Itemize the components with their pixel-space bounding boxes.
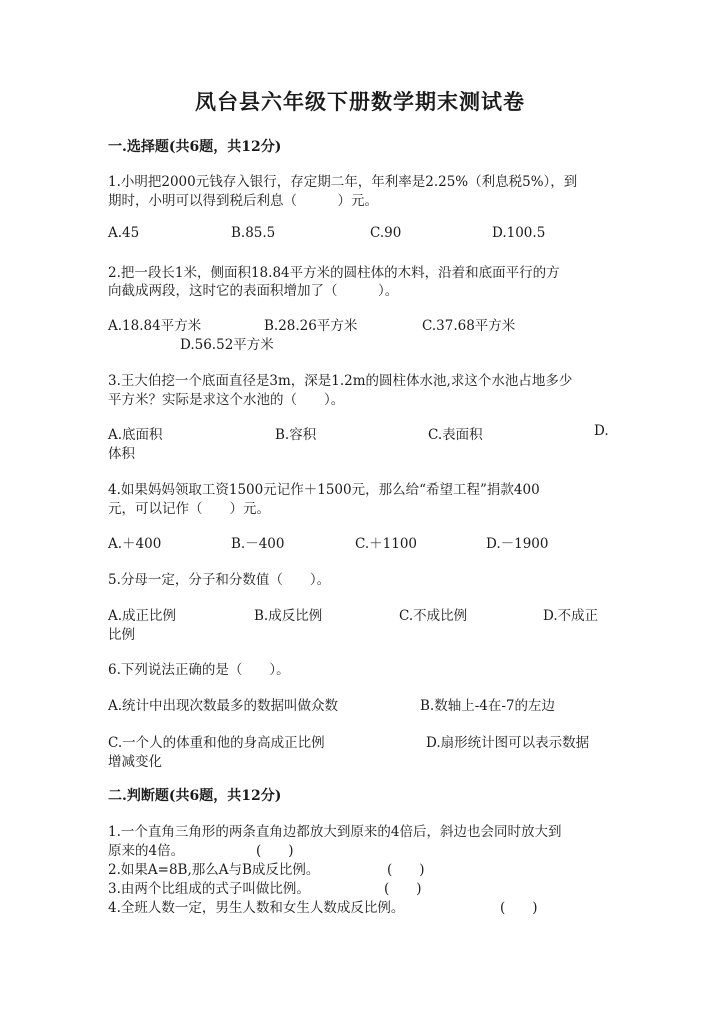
q4-option-c: C.＋1100 [355,536,417,552]
q6-option-d: D.扇形统计图可以表示数据 [426,735,590,751]
q1-option-b: B.85.5 [231,225,276,241]
section-heading-choice: 一.选择题(共6题，共12分) [108,139,282,155]
q6-option-d-continued: 增减变化 [108,754,162,770]
q2-option-b: B.28.26平方米 [264,318,358,334]
section-heading-judgment: 二.判断题(共6题，共12分) [108,788,282,804]
q5-option-b: B.成反比例 [254,608,323,624]
page-title: 凤台县六年级下册数学期末测试卷 [195,89,525,114]
q5-text-line1: 5.分母一定，分子和分数值（ ）。 [108,572,331,588]
q1-text-line2: 期时，小明可以得到税后利息（ ）元。 [108,193,378,209]
q3-text-line1: 3.王大伯挖一个底面直径是3m，深是1.2m的圆柱体水池,求这个水池占地多少 [108,373,573,389]
judge-q1-line1: 1.一个直角三角形的两条直角边都放大到原来的4倍后，斜边也会同时放大到 [108,824,562,840]
q1-option-a: A.45 [108,225,140,241]
q4-option-d: D.－1900 [486,536,549,552]
q5-option-c: C.不成比例 [399,608,468,624]
q1-option-c: C.90 [370,225,402,241]
q6-text-line1: 6.下列说法正确的是（ ）。 [108,662,290,678]
q3-option-a: A.底面积 [108,427,163,443]
judge-q3-answer-blank: ( ) [384,881,422,897]
q3-text-line2: 平方米？实际是求这个水池的（ ）。 [108,392,345,408]
q6-option-b: B.数轴上-4在-7的左边 [420,698,556,714]
q2-option-d: D.56.52平方米 [180,337,274,353]
q3-option-c: C.表面积 [428,427,483,443]
q6-option-a: A.统计中出现次数最多的数据叫做众数 [108,698,339,714]
q3-option-b: B.容积 [275,427,317,443]
q5-option-d-continued: 比例 [108,627,135,643]
judge-q1-line2: 原来的4倍。 [108,843,185,859]
q4-option-b: B.－400 [231,536,285,552]
q4-text-line2: 元，可以记作（ ）元。 [108,501,270,517]
q6-option-c: C.一个人的体重和他的身高成正比例 [108,735,325,751]
q2-text-line1: 2.把一段长1米，侧面积18.84平方米的圆柱体的木料，沿着和底面平行的方 [108,265,560,281]
q4-text-line1: 4.如果妈妈领取工资1500元记作＋1500元，那么给“希望工程”捐款400 [108,482,540,498]
judge-q4: 4.全班人数一定，男生人数和女生人数成反比例。 [108,900,405,916]
judge-q2-answer-blank: ( ) [387,862,425,878]
q5-option-d: D.不成正 [543,608,599,624]
q5-option-a: A.成正比例 [108,608,177,624]
q2-option-a: A.18.84平方米 [108,318,202,334]
judge-q3: 3.由两个比组成的式子叫做比例。 [108,881,310,897]
judge-q2: 2.如果A=8B,那么A与B成反比例。 [108,862,320,878]
q2-text-line2: 向截成两段，这时它的表面积增加了（ ）。 [108,283,399,299]
q3-option-d: D. [594,423,609,439]
q3-option-d-continued: 体积 [108,446,135,462]
q1-option-d: D.100.5 [492,225,546,241]
judge-q1-answer-blank: ( ) [256,843,294,859]
q4-option-a: A.＋400 [108,536,162,552]
judge-q4-answer-blank: ( ) [500,900,538,916]
q1-text-line1: 1.小明把2000元钱存入银行，存定期二年，年利率是2.25%（利息税5%），到 [108,174,578,190]
q2-option-c: C.37.68平方米 [422,318,516,334]
